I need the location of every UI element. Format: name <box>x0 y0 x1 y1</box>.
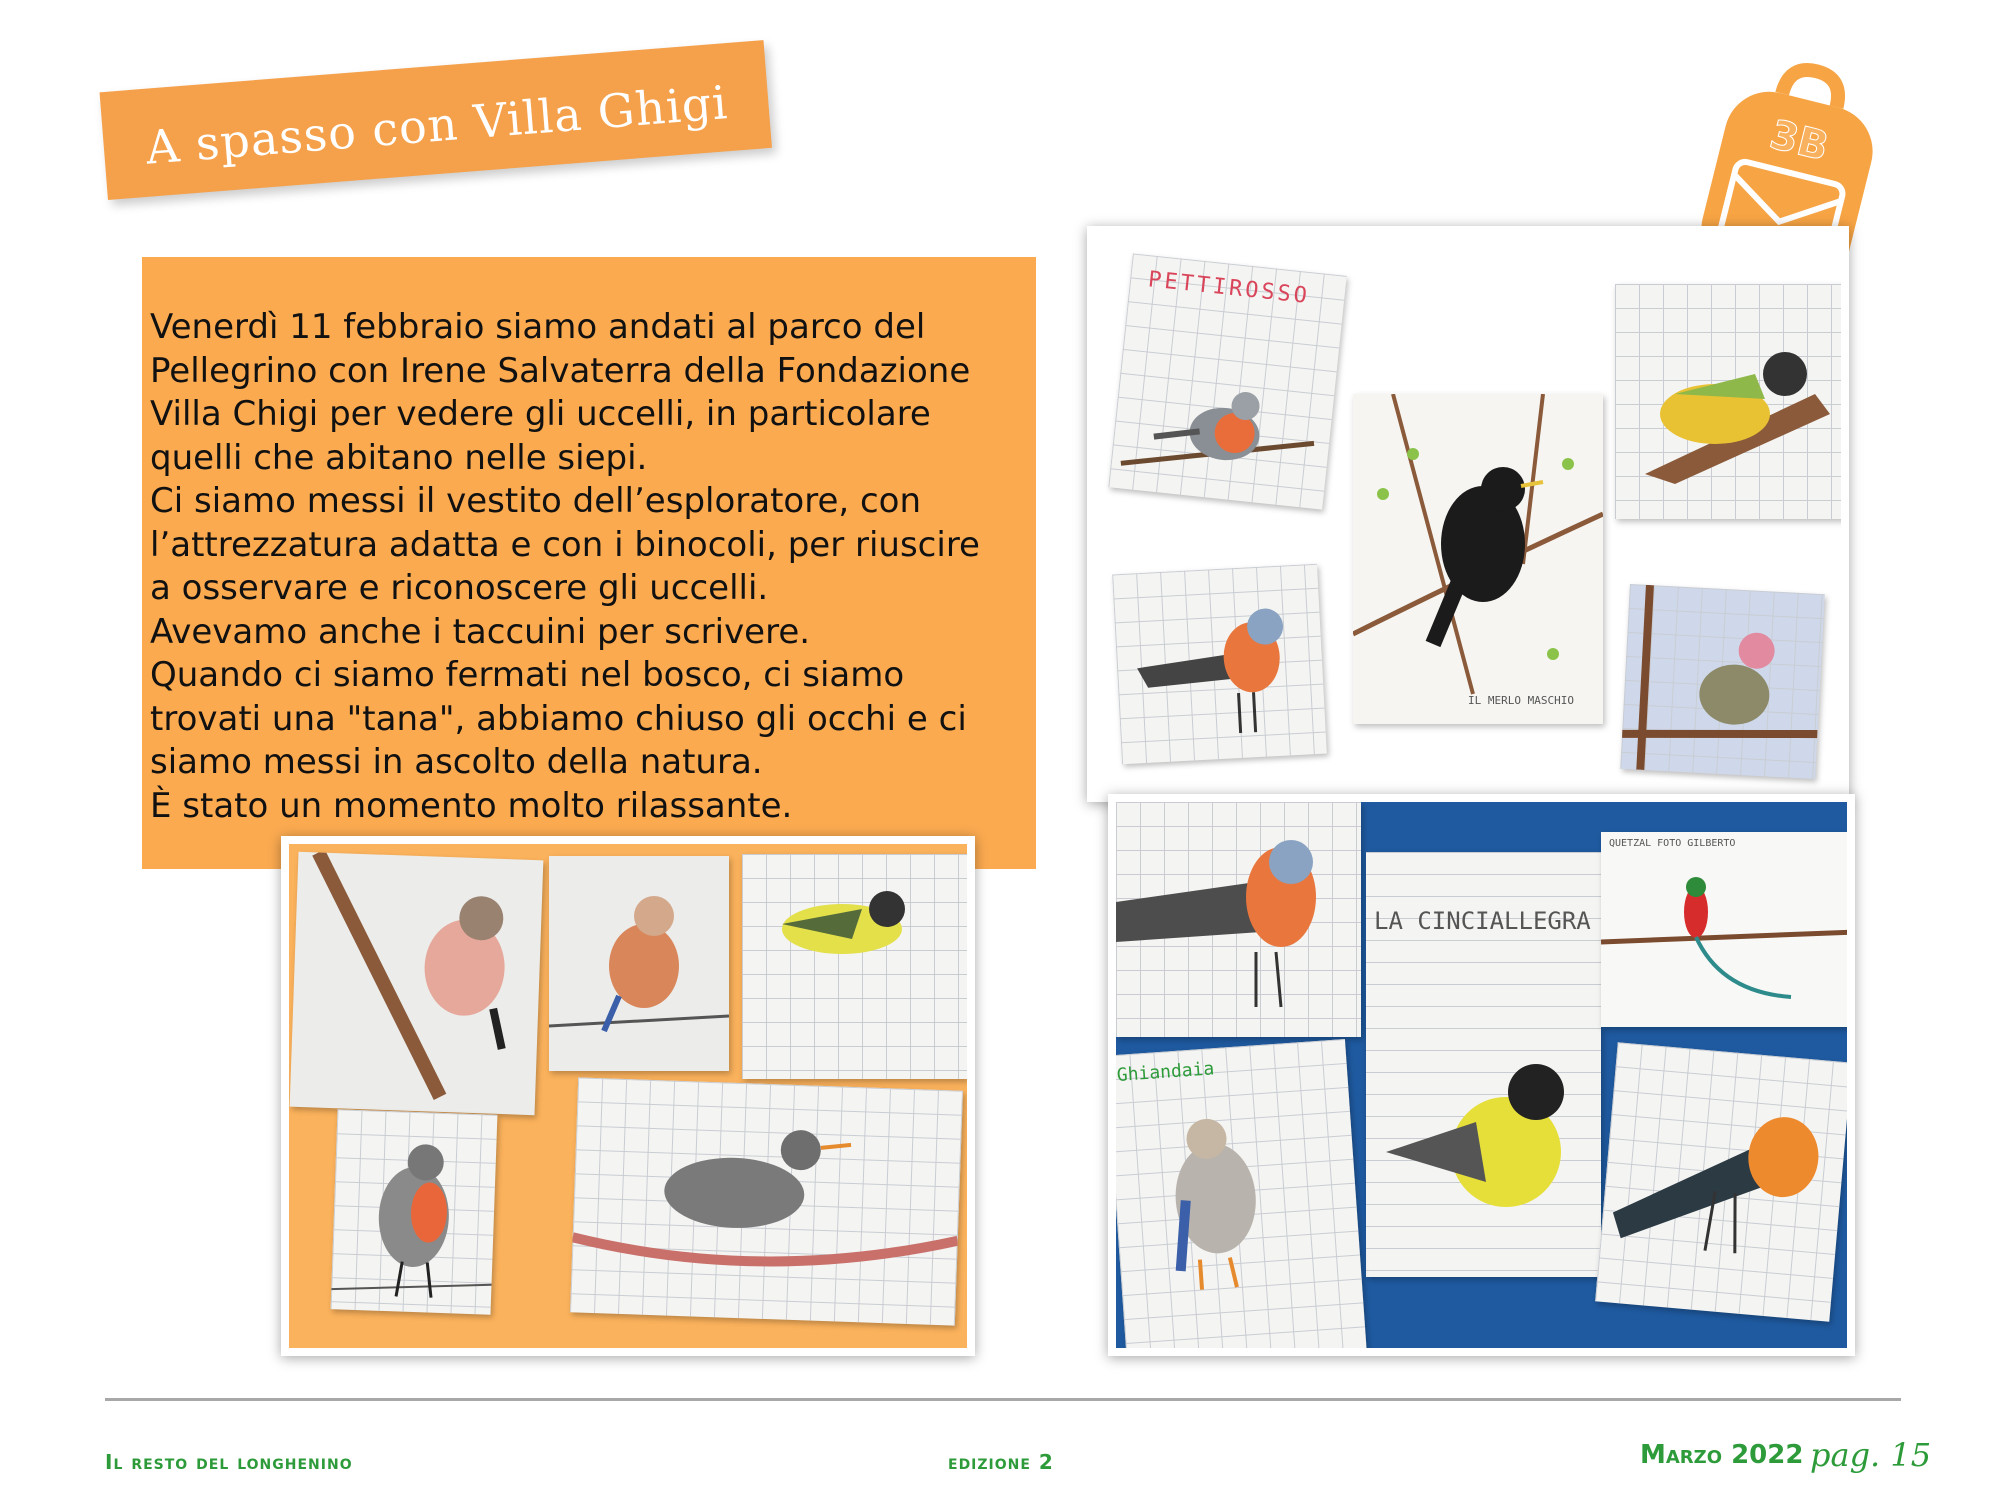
footer-edition: edizione 2 <box>948 1450 1054 1474</box>
drawing-jay <box>549 856 729 1071</box>
badge-label: 3B <box>1765 111 1834 171</box>
drawing-robin-3 <box>1116 802 1361 1037</box>
drawing-pettirosso <box>1108 253 1346 509</box>
drawing-label-ghiandaia: Ghiandaia <box>1116 1058 1215 1086</box>
drawing-label-cinciallegra: LA CINCIALLEGRA <box>1374 907 1591 935</box>
footer-date: Marzo 2022 <box>1640 1440 1804 1470</box>
drawing-label-quetzal: QUETZAL FOTO GILBERTO <box>1609 838 1736 849</box>
drawing-robin-4 <box>1595 1042 1847 1321</box>
footer-divider <box>105 1398 1901 1401</box>
drawing-cinciallegra-1 <box>1615 284 1841 519</box>
drawing-robin-2 <box>1112 564 1327 764</box>
drawing-blackbird-branch <box>570 1077 963 1325</box>
collage-photo-bottom-right <box>1108 794 1855 1356</box>
drawing-quetzal <box>1601 832 1847 1027</box>
footer-page-number: pag. 15 <box>1810 1436 1932 1474</box>
drawing-robin-branch <box>290 852 544 1115</box>
drawing-ghiandaia <box>1116 1039 1367 1348</box>
page-title: A spasso con Villa Ghigi <box>143 75 730 175</box>
collage-photo-bottom-left <box>281 836 975 1356</box>
article-box <box>142 257 1036 869</box>
drawing-label-pettirosso: PETTIROSSO <box>1146 267 1312 310</box>
drawing-cinciallegra-2 <box>1366 852 1601 1277</box>
drawing-great-tit <box>742 854 967 1079</box>
drawing-label-merlo: IL MERLO MASCHIO <box>1468 694 1574 707</box>
drawing-merlo <box>1353 394 1603 724</box>
title-banner <box>100 40 772 200</box>
article-text: Venerdì 11 febbraio siamo andati al parco del Pellegrino con Irene Salvaterra della Fondazione Villa Chigi per vedere gli uccelli, in particolare quelli che abitano nelle siepi. Ci siamo messi il vestito dell’esploratore, con l’attrezzatura adatta e con i binocoli, per riuscire a osservare e riconoscere gli uccelli. Avevamo anche i taccuini per scrivere. Quando ci siamo fermati nel bosco, ci siamo trovati una "tana", abbiamo chiuso gli occhi e ci siamo messi in ascolto della natura. È stato un momento molto rilassante. <box>150 307 980 826</box>
footer-publication: Il resto del longhenino <box>105 1450 353 1474</box>
drawing-bird-window <box>1620 584 1824 779</box>
drawing-robin-5 <box>331 1109 498 1314</box>
collage-photo-top-right <box>1087 226 1849 802</box>
